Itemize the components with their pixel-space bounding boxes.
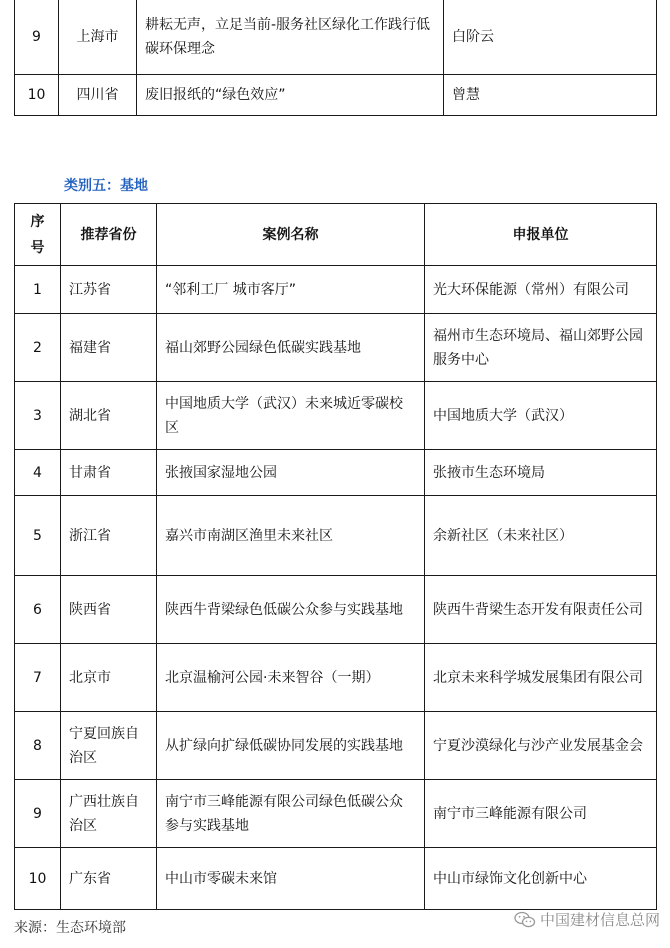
table-row	[15, 75, 657, 116]
table-row	[15, 780, 657, 848]
table-row	[15, 0, 657, 75]
row-case-name: 中国地质大学（武汉）未来城近零碳校区	[157, 382, 425, 450]
header-province: 推荐省份	[61, 204, 157, 266]
main-table	[14, 203, 657, 910]
row-province: 四川省	[59, 75, 137, 116]
row-unit: 陕西牛背梁生态开发有限责任公司	[425, 576, 657, 644]
row-number: 10	[15, 848, 61, 910]
row-case-name: 中山市零碳未来馆	[157, 848, 425, 910]
row-number: 3	[15, 382, 61, 450]
header-case-name: 案例名称	[157, 204, 425, 266]
row-unit: 光大环保能源（常州）有限公司	[425, 266, 657, 314]
row-province: 宁夏回族自治区	[61, 712, 157, 780]
watermark-text: 中国建材信息总网	[539, 911, 660, 929]
row-unit: 宁夏沙漠绿化与沙产业发展基金会	[425, 712, 657, 780]
row-number: 6	[15, 576, 61, 644]
row-case-name: 福山郊野公园绿色低碳实践基地	[157, 314, 425, 382]
row-province: 上海市	[59, 0, 137, 75]
table-row	[15, 712, 657, 780]
row-case-name: 陕西牛背梁绿色低碳公众参与实践基地	[157, 576, 425, 644]
row-unit: 北京未来科学城发展集团有限公司	[425, 644, 657, 712]
row-province: 江苏省	[61, 266, 157, 314]
row-unit: 福州市生态环境局、福山郊野公园服务中心	[425, 314, 657, 382]
row-case-name: 耕耘无声，立足当前-服务社区绿化工作践行低碳环保理念	[137, 0, 444, 75]
row-case-name: 嘉兴市南湖区渔里未来社区	[157, 496, 425, 576]
row-case-name: 北京温榆河公园·未来智谷（一期）	[157, 644, 425, 712]
row-unit: 白阶云	[444, 0, 657, 75]
header-number: 序号	[15, 204, 61, 266]
table-row	[15, 644, 657, 712]
row-province: 浙江省	[61, 496, 157, 576]
row-unit: 中山市绿饰文化创新中心	[425, 848, 657, 910]
row-number: 8	[15, 712, 61, 780]
table-row	[15, 450, 657, 496]
table-header-row	[15, 204, 657, 266]
row-number: 10	[15, 75, 59, 116]
row-number: 2	[15, 314, 61, 382]
row-province: 广东省	[61, 848, 157, 910]
table-row	[15, 848, 657, 910]
row-case-name: “邻利工厂 城市客厅”	[157, 266, 425, 314]
row-number: 5	[15, 496, 61, 576]
source-note: 来源：生态环境部	[14, 920, 126, 936]
row-unit: 曾慧	[444, 75, 657, 116]
row-number: 9	[15, 780, 61, 848]
wechat-icon	[514, 911, 536, 929]
section-heading: 类别五：基地	[64, 178, 148, 194]
row-case-name: 南宁市三峰能源有限公司绿色低碳公众参与实践基地	[157, 780, 425, 848]
row-case-name: 张掖国家湿地公园	[157, 450, 425, 496]
table-row	[15, 266, 657, 314]
row-province: 甘肃省	[61, 450, 157, 496]
row-province: 福建省	[61, 314, 157, 382]
row-province: 广西壮族自治区	[61, 780, 157, 848]
row-case-name: 从扩绿向扩绿低碳协同发展的实践基地	[157, 712, 425, 780]
row-number: 7	[15, 644, 61, 712]
row-province: 湖北省	[61, 382, 157, 450]
row-province: 陕西省	[61, 576, 157, 644]
row-number: 4	[15, 450, 61, 496]
top-table	[14, 0, 657, 116]
row-case-name: 废旧报纸的“绿色效应”	[137, 75, 444, 116]
header-unit: 申报单位	[425, 204, 657, 266]
table-row	[15, 496, 657, 576]
row-unit: 中国地质大学（武汉）	[425, 382, 657, 450]
row-unit: 南宁市三峰能源有限公司	[425, 780, 657, 848]
table-row	[15, 382, 657, 450]
row-number: 1	[15, 266, 61, 314]
row-unit: 余新社区（未来社区）	[425, 496, 657, 576]
watermark	[514, 909, 660, 930]
row-unit: 张掖市生态环境局	[425, 450, 657, 496]
row-number: 9	[15, 0, 59, 75]
row-province: 北京市	[61, 644, 157, 712]
table-row	[15, 314, 657, 382]
table-row	[15, 576, 657, 644]
